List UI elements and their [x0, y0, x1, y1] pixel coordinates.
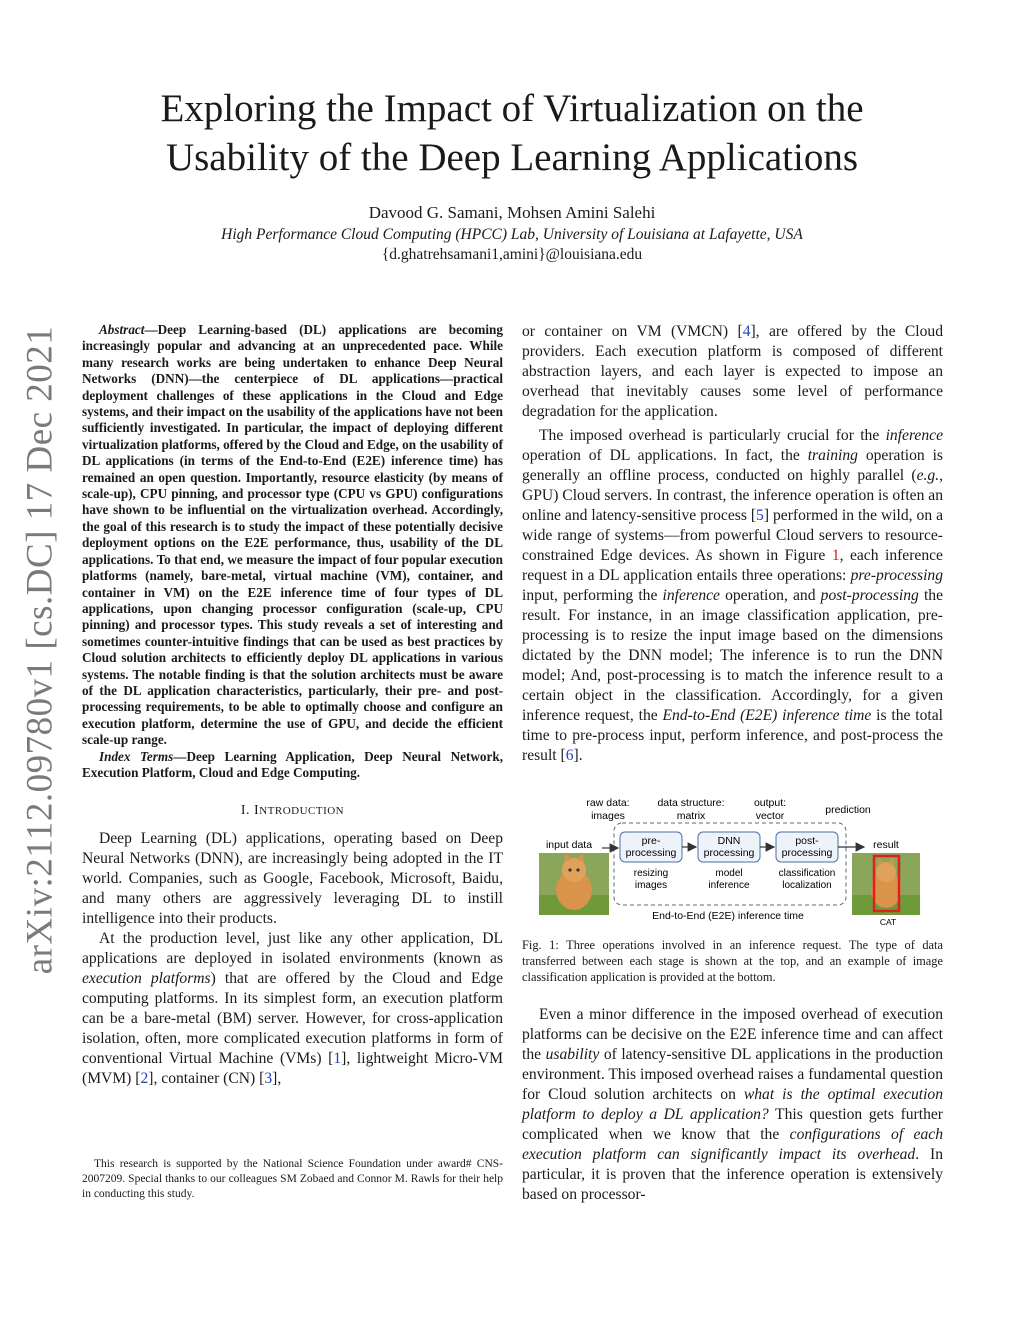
input-cat-image [539, 852, 609, 915]
text-run: operation, and [719, 587, 821, 604]
right-column [522, 322, 943, 766]
citation-link[interactable]: 2 [140, 1070, 149, 1088]
arxiv-stamp-text: arXiv:2112.09780v1 [cs.DC] 17 Dec 2021 [19, 325, 61, 975]
intro-paragraph-1: Deep Learning (DL) applications, operating based on Deep Neural Networks (DNN), are increasingly being adopted in the IT world. Companies, such as Google, Facebook, Microsoft, Baidu, and many others are aggressively leveraging DL to instill intelligence into their products. [82, 830, 503, 928]
left-column [82, 322, 503, 1089]
emphasis: configurations of each execution platform can significantly impact its overhead [522, 1126, 943, 1163]
text-run: of latency-sensitive DL applications in the production environment. This imposed overhead raises a fundamental question for Cloud solution architects on [522, 1046, 943, 1103]
text-run: The imposed overhead is particularly crucial for the [539, 427, 886, 444]
emphasis: pre-processing [850, 567, 943, 584]
section-heading-introduction [82, 803, 503, 819]
text-run: operation of DL applications. In fact, the [522, 447, 808, 464]
text-run: or container on VM (VMCN) [ [522, 323, 743, 340]
label-data-structure: data structure: [657, 797, 725, 809]
right-column-lower [522, 1005, 943, 1205]
label-prediction: prediction [825, 804, 871, 816]
stage-postprocessing [776, 832, 838, 891]
intro-paragraph-2 [82, 929, 503, 1089]
stage-title: processing [703, 847, 755, 859]
figure-1-caption [522, 937, 943, 985]
stage-detail: model [715, 868, 743, 879]
stage-dnn-processing [698, 832, 760, 891]
text-run: ] performed in the wild, on a wide range of systems—from powerful Cloud servers to resource-constrained Edge devices. As shown in Figure [522, 507, 943, 564]
index-terms-label: Index Terms [99, 748, 174, 764]
citation-link[interactable]: 5 [756, 507, 764, 524]
authors: Davood G. Samani, Mohsen Amini Salehi [368, 203, 656, 222]
text-run: is the total time to pre-process input, perform inference, and post-process the result [ [522, 707, 943, 764]
result-cat-image [852, 853, 920, 915]
caption-text: Three operations involved in an inference request. The type of data transferred between each stage is shown at the top, and an example of image classification application is provided at the bottom. [522, 938, 943, 984]
text-run: operation is generally an offline process, conducted on highly parallel ( [522, 447, 943, 484]
citation-link[interactable]: 6 [565, 747, 574, 764]
emphasis: End-to-End (E2E) inference time [662, 707, 872, 724]
title-line-2: Usability of the Deep Learning Applications [165, 136, 859, 179]
label-result: result [873, 839, 899, 851]
text-run: input, performing the [522, 587, 663, 604]
emphasis: e.g., [916, 467, 943, 484]
text-run: ]. [573, 747, 583, 764]
email: {d.ghatrehsamani1,amini}@louisiana.edu [381, 246, 643, 263]
label-output: output: [753, 797, 787, 809]
text-run: ], lightweight Micro-VM (MVM) [ [82, 1050, 503, 1088]
text-run: ], container (CN) [ [148, 1070, 265, 1088]
stage-preprocessing [620, 832, 682, 891]
stage-title: post- [795, 835, 819, 847]
index-terms-text: —Deep Learning Application, Deep Neural Network, Execution Platform, Cloud and Edge Computing. [82, 748, 503, 780]
emphasis: post-processing [820, 587, 919, 604]
emphasis: execution platforms [82, 970, 211, 988]
label-input-data: input data [545, 839, 593, 851]
arxiv-stamp [10, 325, 70, 975]
text-run: . In particular, it is proven that the inference operation is extensively based on processor- [522, 1146, 943, 1203]
stage-detail: localization [782, 880, 832, 891]
text-run: At the production level, just like any other application, DL applications are deployed in isolated environments (known as [82, 930, 503, 968]
abstract-text: —Deep Learning-based (DL) applications are becoming increasingly popular and advancing at an unprecedented pace. While many research works are being undertaken to enhance Deep Neural Networks (DNN)—the centerpiece of DL applications—practical deployment challenges of these applications in the Cloud and Edge systems, and their impact on the usability of the applications have not been sufficiently investigated. In particular, the impact of deploying different virtualization platforms, offered by the Cloud and Edge, on the usability of DL applications (in terms of the End-to-End (E2E) inference time) has remained an open question. Importantly, resource elasticity (by means of scale-up), CPU pinning, and processor type (CPU vs GPU) configurations have shown to be influential on the virtualization overhead. Accordingly, the goal of this research is to study the impact of these potentially decisive deployment options on the E2E performance, thus, usability of the DL applications. To that end, we measure the impact of four popular execution platforms (namely, bare-metal, virtual machine (VM), container, and container in VM) on the E2E inference time of four types of DL applications, upon changing processor configuration (scale-up, CPU pinning) and processor types. This study reveals a set of interesting and sometimes counter-intuitive findings that can be used as best practices by Cloud solution architects to efficiently deploy DL applications in various systems. The notable finding is that the solution architects must be aware of the DL application characteristics, particularly, their pre- and post-processing requirements, to be able to optimally choose and configure an execution platform, determine the use of GPU, and decide the efficient scale-up range. [82, 322, 503, 748]
abstract [82, 322, 503, 749]
affiliation: High Performance Cloud Computing (HPCC) Lab, University of Louisiana at Lafayette, USA [221, 226, 803, 243]
label-matrix: matrix [676, 810, 706, 822]
text-run: , each inference request in a DL application entails three operations: [522, 547, 943, 584]
section-title-rest: NTRODUCTION [259, 805, 345, 818]
figure-link[interactable]: 1 [831, 547, 840, 564]
emphasis: inference [885, 427, 943, 444]
footnote: This research is supported by the National Science Foundation under award# CNS-2007209. Special thanks to our colleagues SM Zobaed and Connor M. Rawls for their help in conducting this study. [82, 1158, 503, 1200]
right-paragraph-3 [522, 1005, 943, 1205]
text-run: GPU) Cloud servers. In contrast, the inference operation is often an online and latency-sensitive process [ [522, 487, 943, 524]
text-run: This question gets further complicated when we know that the [522, 1106, 943, 1143]
stage-title: processing [781, 847, 833, 859]
stage-title: pre- [641, 835, 661, 847]
emphasis: usability [545, 1046, 600, 1063]
stage-detail: classification [778, 868, 836, 879]
right-paragraph-1 [522, 322, 943, 422]
paper-title [100, 84, 924, 182]
caption-label: Fig. 1: [522, 938, 559, 952]
stage-detail: resizing [633, 868, 669, 879]
citation-link[interactable]: 4 [742, 323, 751, 340]
text-run: ], [272, 1070, 282, 1088]
index-terms [82, 749, 503, 782]
stage-title: DNN [717, 835, 741, 847]
section-title-first: I [254, 803, 260, 819]
label-raw-data: raw data: [586, 797, 630, 809]
citation-link[interactable]: 1 [333, 1050, 342, 1068]
emphasis: what is the optimal execution platform to deploy a DL application? [522, 1086, 943, 1123]
label-images: images [591, 810, 625, 822]
stage-title: processing [625, 847, 677, 859]
text-run: Even a minor difference in the imposed overhead of execution platforms can be decisive on the E2E inference time and can affect the [522, 1006, 943, 1063]
emphasis: inference [662, 587, 720, 604]
text-run: ], are offered by the Cloud providers. Each execution platform is composed of different abstraction layers, and each layer is expected to impose an overhead that inevitably causes some level of performance degradation for the application. [522, 323, 943, 420]
label-e2e-time: End-to-End (E2E) inference time [652, 910, 804, 922]
figure-1-diagram [536, 790, 936, 928]
stage-detail: images [634, 880, 668, 891]
title-line-1: Exploring the Impact of Virtualization on the [160, 87, 864, 130]
abstract-label: Abstract [99, 322, 145, 337]
section-number: I. [240, 803, 255, 819]
text-run: ) that are offered by the Cloud and Edge computing platforms. In its simplest form, an execution platform can be a bare-metal (BM) server. However, for cross-application isolation, often, more complicated execution platforms in form of conventional Virtual Machine (VMs) [ [82, 970, 503, 1068]
label-vector: vector [755, 810, 785, 822]
stage-detail: inference [708, 880, 750, 891]
citation-link[interactable]: 3 [264, 1070, 273, 1088]
text-run: the result. For instance, in an image classification application, pre-processing is to resize the input image based on the dimensions dictated by the DNN model; The inference is to run the DNN model; And, post-processing is to match the inference result to a certain object in the classification. Accordingly, for a given inference request, the [522, 587, 944, 724]
label-cat: CAT [879, 917, 897, 927]
emphasis: training [807, 447, 858, 464]
right-paragraph-2 [522, 426, 943, 766]
